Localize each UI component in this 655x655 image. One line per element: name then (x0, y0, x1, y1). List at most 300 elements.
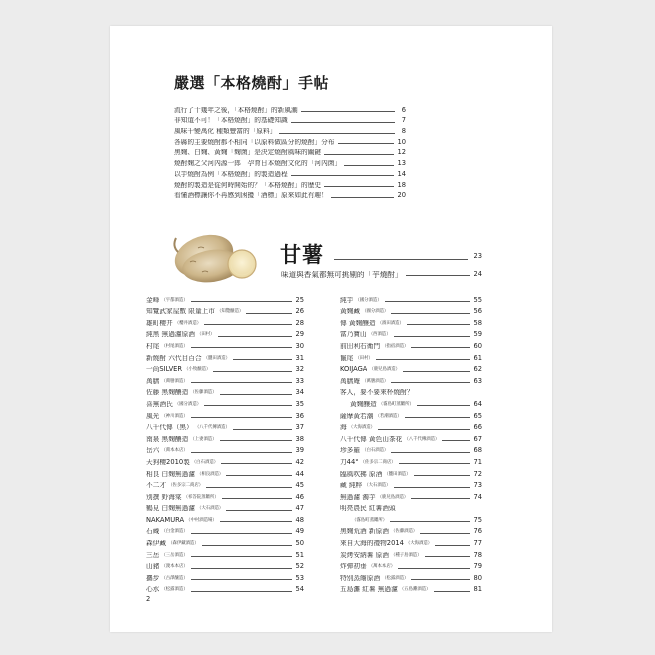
toc-entry-page: 48 (295, 515, 304, 524)
toc-leader-line (417, 405, 471, 406)
toc-leader-line (220, 521, 293, 522)
toc-entry-title: 來自大海的禮物2014 (340, 540, 404, 548)
toc-entry-page: 64 (473, 399, 482, 408)
intro-title: 嚴選「本格燒酎」手帖 (174, 74, 330, 92)
toc-entry-title: 珍多羅 (340, 447, 361, 455)
toc-leader-line (338, 143, 395, 144)
toc-entry-brewery: （田村） (355, 355, 373, 361)
toc-entry-title: 五島灘 紅薯 無過濾 (340, 586, 398, 594)
toc-entry-title: 鬣尾 (340, 354, 354, 362)
toc-entry-title: 炸彈初垂 (340, 563, 367, 571)
toc-entry-page: 53 (295, 573, 304, 582)
toc-entry-page: 39 (295, 446, 304, 455)
toc-leader-line (398, 568, 470, 569)
toc-leader-line (331, 197, 395, 198)
toc-entry (340, 501, 482, 513)
toc-leader-line (301, 111, 395, 112)
toc-entry-page: 32 (295, 365, 304, 374)
book-page (110, 26, 552, 632)
toc-leader-line (420, 533, 470, 534)
toc-entry (146, 292, 304, 304)
toc-entry-page: 31 (295, 353, 304, 362)
toc-entry-page: 44 (295, 469, 304, 478)
toc-leader-line (204, 405, 292, 406)
toc-entry-title: 藏 純粹 (340, 482, 363, 490)
toc-entry-page: 77 (473, 539, 482, 548)
toc-entry (340, 420, 482, 432)
toc-entry-title: 萬膳庵 (340, 377, 361, 385)
toc-leader-line (191, 579, 293, 580)
toc-leader-line (399, 463, 471, 464)
toc-leader-line (233, 359, 292, 360)
toc-entry-brewery: （渡本本店） (161, 564, 188, 570)
toc-leader-line (220, 394, 293, 395)
toc-entry-page: 25 (295, 295, 304, 304)
toc-entry-page: 78 (473, 550, 482, 559)
toc-entry-title: 風味千變萬化 種類豐富的「原料」 (174, 128, 277, 136)
toc-entry-title: 前田利右衛門 (340, 342, 381, 350)
toc-entry-page: 37 (295, 423, 304, 432)
toc-entry-page: 52 (295, 562, 304, 571)
toc-leader-line (202, 545, 293, 546)
toc-entry-page: 18 (397, 180, 406, 189)
toc-entry (146, 489, 304, 501)
toc-entry-title: 森伊藏 (146, 540, 167, 548)
toc-entry (340, 570, 482, 582)
toc-entry-page: 26 (295, 307, 304, 316)
toc-entry-brewery: （大石酒造） (364, 483, 391, 489)
toc-entry-brewery: （宇都酒造） (161, 297, 188, 303)
toc-entry-title: 黃麴釀造 (350, 400, 377, 408)
toc-leader-line (405, 417, 471, 418)
toc-entry-title: 非知道不可！「本格燒酎」的基礎知識 (174, 117, 288, 125)
toc-entry-title: 薩摩黃若潮 (340, 412, 374, 420)
toc-entry-brewery: （萬膳酒造） (362, 378, 389, 384)
toc-entry (340, 304, 482, 316)
toc-entry-page: 68 (473, 446, 482, 455)
toc-entry-title: 客人，要不要來杯燒酎？ (340, 389, 414, 397)
toc-entry (146, 385, 304, 397)
toc-entry (340, 466, 482, 478)
toc-entry-page: 29 (295, 330, 304, 339)
toc-leader-line (407, 324, 471, 325)
toc-entry-brewery: （指宿酒造） (382, 343, 409, 349)
toc-entry-page: 42 (295, 457, 304, 466)
toc-entry (146, 454, 304, 466)
toc-entry-page: 79 (473, 562, 482, 571)
toc-right-column (340, 292, 482, 593)
toc-entry-page: 60 (473, 341, 482, 350)
toc-entry (174, 135, 406, 146)
toc-entry-page: 58 (473, 318, 482, 327)
toc-entry-title: 黑麴荒酒 新原酒 (340, 528, 389, 536)
toc-entry-page: 12 (397, 148, 406, 157)
toc-entry-title: 佐藤 黑麴釀造 (146, 389, 189, 397)
toc-leader-line (324, 154, 394, 155)
toc-entry (340, 478, 482, 490)
toc-entry-brewery: （村尾酒造） (161, 343, 188, 349)
toc-entry-page: 71 (473, 457, 482, 466)
toc-leader-line (394, 336, 471, 337)
toc-leader-line (411, 347, 470, 348)
toc-entry-title: 純黑 無過濾原酒 (146, 331, 195, 339)
toc-entry (340, 338, 482, 350)
toc-entry-title: 心水 (146, 586, 160, 594)
toc-entry-brewery: （三岳酒造） (161, 552, 188, 558)
toc-entry (174, 156, 406, 167)
toc-entry-title: 無過濾 濁芋 (340, 493, 376, 501)
toc-entry-title: 燒酎的製造是從何時開始的？「本格燒酎」的歷史 (174, 181, 322, 189)
toc-leader-line (206, 487, 292, 488)
toc-entry-title: 富乃寶山 (340, 331, 367, 339)
toc-entry-title: 傳 黃麴釀造 (340, 319, 376, 327)
toc-entry-title: 相良 白麴無過濾 (146, 470, 195, 478)
toc-entry (174, 167, 406, 178)
toc-entry-page: 36 (295, 411, 304, 420)
toc-entry-title: 鶴見 白麴無過濾 (146, 505, 195, 513)
toc-entry-page: 8 (401, 127, 406, 136)
toc-entry (146, 304, 304, 316)
toc-entry-page: 67 (473, 434, 482, 443)
toc-entry-page: 55 (473, 295, 482, 304)
toc-entry-page: 61 (473, 353, 482, 362)
toc-entry-page: 49 (295, 527, 304, 536)
toc-entry-brewery: （知覽醸造） (217, 309, 244, 315)
toc-entry-page: 38 (295, 434, 304, 443)
toc-leader-line (204, 324, 292, 325)
toc-entry-brewery: （鹽田酒造） (384, 471, 411, 477)
toc-entry-brewery: （鹿兒島酒造） (369, 367, 401, 373)
toc-entry (146, 501, 304, 513)
toc-leader-line (220, 440, 293, 441)
toc-entry-brewery: （五島灘酒造） (399, 587, 431, 593)
toc-entry-title: KOIJAGA (340, 366, 368, 374)
toc-entry-page: 10 (397, 137, 406, 146)
sweet-potato-image (168, 222, 266, 288)
toc-entry (340, 292, 482, 304)
toc-leader-line (191, 417, 293, 418)
toc-left-column (146, 292, 304, 593)
toc-entry (340, 350, 482, 362)
toc-entry-page: 35 (295, 399, 304, 408)
toc-entry (340, 524, 482, 536)
toc-entry-page: 50 (295, 539, 304, 548)
toc-entry (146, 315, 304, 327)
toc-entry-brewery: （國分酒造） (362, 309, 389, 315)
toc-entry-brewery: （小牧醸造） (184, 367, 211, 373)
toc-entry-brewery: （白石酒造） (191, 459, 219, 465)
toc-leader-line (191, 301, 293, 302)
toc-entry-page: 46 (295, 492, 304, 501)
toc-entry-title: 新燒酎 六代目百合 (146, 354, 202, 362)
toc-entry-title: 黃麴藏 (340, 308, 361, 316)
toc-entry (146, 582, 304, 594)
toc-entry (146, 420, 304, 432)
toc-entry-brewery: （櫻井酒造） (174, 320, 202, 326)
intro-toc-list (174, 103, 406, 199)
toc-entry-page: 72 (473, 469, 482, 478)
toc-leader-line (324, 186, 394, 187)
toc-entry-brewery: （國分酒造） (355, 297, 382, 303)
section-title-page: 23 (473, 252, 482, 260)
toc-entry-page: 74 (473, 492, 482, 501)
toc-leader-line (376, 359, 471, 360)
toc-entry-brewery: （大海酒造） (405, 541, 433, 547)
toc-entry-title: 南泉 黑麴釀造 (146, 435, 189, 443)
toc-entry-page: 62 (473, 365, 482, 374)
section-subtitle-page: 24 (473, 269, 482, 278)
toc-entry-title: 風光 (146, 412, 160, 420)
toc-entry-brewery: （白石酒造） (362, 448, 389, 454)
toc-entry-brewery: （霧島町蒸餾所） (378, 401, 414, 407)
toc-entry-brewery: （八千代傳酒造） (404, 436, 440, 442)
toc-entry-title: 各縣的主要燒酎都不相同「以原料做區分的燒酎」分布 (174, 138, 335, 146)
toc-entry-brewery: （大海酒造） (348, 425, 376, 431)
toc-leader-line (279, 133, 395, 134)
toc-entry-title: 臨風吹拂 原酒 (340, 470, 383, 478)
toc-entry-page: 59 (473, 330, 482, 339)
toc-entry (146, 443, 304, 455)
toc-entry-brewery: （田村） (196, 332, 215, 338)
toc-leader-line (226, 475, 292, 476)
toc-entry (340, 512, 482, 524)
toc-entry-title: 山豬 (146, 563, 160, 571)
toc-leader-line (411, 498, 470, 499)
toc-entry-title: 一尚SILVER (146, 366, 183, 374)
toc-entry-brewery: （大石酒造） (196, 506, 224, 512)
toc-entry-title: 石蔵 (146, 528, 160, 536)
toc-entry-title: 三岳 (146, 551, 160, 559)
toc-entry-brewery: （國分酒造） (174, 401, 202, 407)
toc-leader-line (233, 429, 293, 430)
toc-leader-line (246, 313, 292, 314)
toc-entry-page: 76 (473, 527, 482, 536)
toc-entry (146, 559, 304, 571)
toc-entry (174, 178, 406, 189)
toc-entry (340, 408, 482, 420)
toc-entry (146, 547, 304, 559)
toc-entry (146, 535, 304, 547)
toc-leader-line (411, 579, 470, 580)
toc-entry (340, 431, 482, 443)
toc-entry-page: 33 (295, 376, 304, 385)
toc-leader-line (378, 429, 470, 430)
toc-entry-brewery: （鹽田酒造） (203, 355, 230, 361)
toc-leader-line (191, 568, 293, 569)
toc-entry-brewery: （萬膳酒造） (161, 378, 188, 384)
toc-entry-brewery: （霧島町蒸餾所） (352, 517, 388, 523)
toc-leader-line (442, 440, 470, 441)
toc-leader-line (434, 591, 471, 592)
toc-entry-brewery: （佐藤酒造） (190, 390, 217, 396)
toc-entry (146, 327, 304, 339)
toc-entry-brewery: （西酒造） (368, 332, 391, 338)
toc-entry-page: 73 (473, 481, 482, 490)
toc-entry-title: 岳六 (146, 447, 160, 455)
toc-entry-brewery: （佐藤酒造） (390, 529, 418, 535)
toc-entry (340, 489, 482, 501)
toc-entry-title: 攜步 (146, 574, 160, 582)
toc-entry-brewery: （若潮酒造） (375, 413, 402, 419)
toc-leader-line (191, 556, 293, 557)
toc-entry-title: NAKAMURA (146, 516, 185, 524)
toc-entry (174, 189, 406, 200)
toc-entry-page: 20 (397, 191, 406, 200)
toc-entry-page: 75 (473, 515, 482, 524)
section-subtitle: 味道與香氣都無可挑剔的「芋燒酎」 (281, 270, 403, 278)
toc-entry-title: 不二才 (146, 482, 167, 490)
toc-entry-title: 別撰 野海棠 (146, 493, 182, 501)
toc-entry (340, 547, 482, 559)
toc-entry-page: 81 (473, 585, 482, 594)
toc-entry-brewery: （神川酒造） (161, 413, 188, 419)
toc-entry-page: 65 (473, 411, 482, 420)
toc-leader-line (291, 175, 395, 176)
toc-entry-brewery: （古澤醸造） (161, 575, 188, 581)
toc-entry-page: 28 (295, 318, 304, 327)
toc-entry-page: 7 (401, 116, 406, 125)
toc-leader-line (391, 313, 470, 314)
toc-entry (340, 443, 482, 455)
toc-leader-line (435, 545, 470, 546)
toc-entry-title: 明亮農民 紅薯酒頭 (340, 505, 396, 513)
toc-entry (174, 103, 406, 114)
toc-entry-brewery: （上妻酒造） (190, 436, 217, 442)
toc-entry (146, 396, 304, 408)
toc-entry (146, 350, 304, 362)
toc-leader-line (394, 487, 471, 488)
toc-entry-page: 66 (473, 423, 482, 432)
toc-entry-title: 燒酎麴之父河內源一郎 孕育日本燒酎文化的「河內菌」 (174, 160, 342, 168)
toc-leader-line (226, 510, 292, 511)
toc-entry-page: 63 (473, 376, 482, 385)
toc-leader-line (390, 521, 470, 522)
section-subtitle-row (281, 267, 482, 278)
toc-entry-title: 炭烤安納薯 原酒 (340, 551, 389, 559)
toc-entry-page: 45 (295, 481, 304, 490)
toc-leader-line (385, 301, 471, 302)
toc-entry (146, 338, 304, 350)
toc-leader-line (191, 452, 293, 453)
toc-entry-brewery: （白金酒造） (161, 529, 188, 535)
toc-leader-line (191, 591, 293, 592)
toc-entry (146, 362, 304, 374)
toc-entry-title: 八千代傳（黑） (146, 424, 193, 432)
toc-entry (340, 327, 482, 339)
page-number: 2 (146, 595, 151, 603)
toc-entry-title: 知覽武家屋敷 限量上市 (146, 308, 215, 316)
toc-entry (340, 373, 482, 385)
toc-entry-title: 刀44° (340, 458, 359, 466)
toc-leader-line (222, 498, 293, 499)
toc-entry-brewery: （松露酒造） (382, 575, 409, 581)
toc-entry (146, 466, 304, 478)
toc-entry (340, 362, 482, 374)
toc-entry-brewery: （萬本本店） (161, 448, 188, 454)
toc-entry (340, 582, 482, 594)
toc-entry-title: 萬膳 (146, 377, 160, 385)
toc-entry-page: 34 (295, 388, 304, 397)
toc-entry-title: 金峰 (146, 296, 160, 304)
toc-leader-line (191, 533, 293, 534)
toc-entry (146, 524, 304, 536)
toc-entry (340, 396, 482, 408)
toc-entry (146, 512, 304, 524)
section-title: 甘薯 (280, 242, 324, 267)
toc-entry-title: 特別蒸餾原酒 (340, 574, 381, 582)
toc-entry-brewery: （佐多宗二商店） (360, 459, 396, 465)
toc-leader-line (414, 475, 471, 476)
toc-entry-title: 黑麴、白麴、黃麴「麴菌」是決定燒酎風味的關鍵 (174, 149, 322, 157)
toc-entry-title: 八千代傳 黃色山茶花 (340, 435, 403, 443)
toc-leader-line (391, 452, 470, 453)
toc-entry-brewery: （八千代傳酒造） (194, 425, 230, 431)
toc-entry-brewery: （濱田酒造） (377, 320, 404, 326)
toc-leader-line (344, 165, 394, 166)
toc-entry-page: 47 (295, 504, 304, 513)
toc-entry-title: 村尾 (146, 342, 160, 350)
toc-entry (174, 124, 406, 135)
toc-entry-brewery: （松露酒造） (161, 587, 188, 593)
toc-leader-line (391, 382, 470, 383)
toc-entry-page: 6 (401, 105, 406, 114)
toc-entry-page: 56 (473, 307, 482, 316)
toc-leader-line (425, 556, 471, 557)
toc-entry (340, 559, 482, 571)
toc-entry (146, 570, 304, 582)
toc-leader-line (291, 122, 395, 123)
toc-entry-brewery: （森伊藏酒造） (168, 541, 199, 547)
toc-entry-brewery: （種子島酒造） (390, 552, 422, 558)
toc-entry-page: 54 (295, 585, 304, 594)
toc-entry-title: 純芋 (340, 296, 354, 304)
toc-entry (174, 114, 406, 125)
toc-entry (146, 373, 304, 385)
toc-entry (340, 315, 482, 327)
toc-leader-line (191, 347, 293, 348)
toc-entry-title: 天狗櫻2010製 (146, 458, 190, 466)
toc-entry (174, 146, 406, 157)
toc-entry-page: 13 (397, 159, 406, 168)
toc-entry-title: 喜無酒氏 (146, 400, 173, 408)
toc-entry-title: 以芋燒酎為例「本格燒酎」的製造過程 (174, 170, 288, 178)
section-title-leader (334, 252, 482, 260)
toc-entry-page: 30 (295, 341, 304, 350)
toc-entry-title: 海 (340, 424, 347, 432)
toc-entry (146, 408, 304, 420)
toc-entry (146, 478, 304, 490)
toc-entry-brewery: （萬本本店） (368, 564, 396, 570)
toc-entry-title: 雄町櫻井 (146, 319, 173, 327)
toc-entry-brewery: （中村酒造場） (186, 517, 217, 523)
toc-leader-line (218, 336, 293, 337)
toc-entry-title: 流行了十幾年之後，「本格燒酎」的新風潮 (174, 106, 298, 114)
toc-leader-line (403, 371, 470, 372)
toc-entry (340, 454, 482, 466)
toc-entry-page: 80 (473, 573, 482, 582)
toc-entry (146, 431, 304, 443)
toc-entry-title: 看懂酒標讓你不再感到困擾「酒標」原來如此有趣！ (174, 192, 328, 200)
toc-leader-line (213, 371, 292, 372)
toc-leader-line (221, 463, 292, 464)
toc-entry-page: 51 (295, 550, 304, 559)
toc-entry-brewery: （鹿兒島酒造） (377, 494, 409, 500)
toc-entry (340, 535, 482, 547)
toc-entry (340, 385, 482, 397)
toc-entry-page: 14 (397, 169, 406, 178)
toc-entry-brewery: （祁答院蒸餾所） (183, 494, 219, 500)
toc-entry-brewery: （佐多宗二商店） (168, 483, 204, 489)
